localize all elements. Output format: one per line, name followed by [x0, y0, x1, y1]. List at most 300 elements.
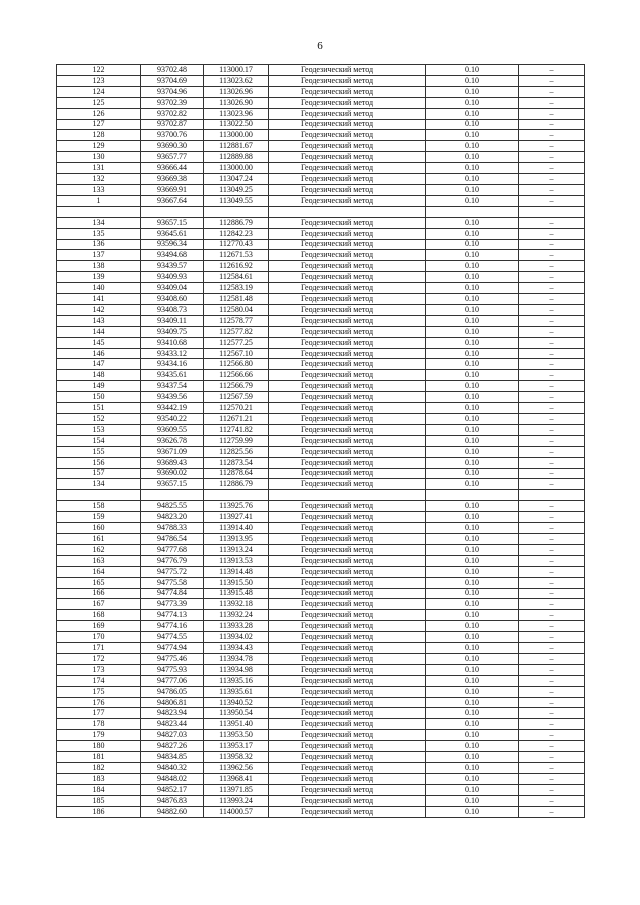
precision-cell: 0.10	[426, 97, 519, 108]
precision-cell: 0.10	[426, 523, 519, 534]
table-row	[57, 621, 585, 632]
table-row	[57, 610, 585, 621]
point-number-cell: 161	[57, 533, 141, 544]
note-cell: –	[519, 304, 585, 315]
precision-cell: 0.10	[426, 348, 519, 359]
table-row	[57, 555, 585, 566]
point-number-cell: 147	[57, 359, 141, 370]
x-coordinate-cell	[141, 206, 204, 217]
x-coordinate-cell: 94840.32	[141, 763, 204, 774]
note-cell: –	[519, 708, 585, 719]
table-row	[57, 370, 585, 381]
precision-cell: 0.10	[426, 65, 519, 76]
method-cell: Геодезический метод	[269, 806, 426, 817]
note-cell: –	[519, 632, 585, 643]
method-cell: Геодезический метод	[269, 261, 426, 272]
precision-cell: 0.10	[426, 195, 519, 206]
point-number-cell: 180	[57, 741, 141, 752]
method-cell: Геодезический метод	[269, 217, 426, 228]
point-number-cell: 138	[57, 261, 141, 272]
precision-cell: 0.10	[426, 250, 519, 261]
method-cell: Геодезический метод	[269, 686, 426, 697]
table-row	[57, 403, 585, 414]
precision-cell: 0.10	[426, 435, 519, 446]
method-cell: Геодезический метод	[269, 599, 426, 610]
precision-cell: 0.10	[426, 424, 519, 435]
table-row	[57, 773, 585, 784]
y-coordinate-cell: 112583.19	[204, 283, 269, 294]
method-cell: Геодезический метод	[269, 566, 426, 577]
note-cell: –	[519, 348, 585, 359]
point-number-cell: 143	[57, 315, 141, 326]
x-coordinate-cell: 93669.38	[141, 174, 204, 185]
precision-cell: 0.10	[426, 752, 519, 763]
x-coordinate-cell: 93667.64	[141, 195, 204, 206]
method-cell: Геодезический метод	[269, 544, 426, 555]
y-coordinate-cell: 112570.21	[204, 403, 269, 414]
x-coordinate-cell: 94776.79	[141, 555, 204, 566]
point-number-cell: 181	[57, 752, 141, 763]
method-cell: Геодезический метод	[269, 479, 426, 490]
point-number-cell: 154	[57, 435, 141, 446]
precision-cell: 0.10	[426, 261, 519, 272]
x-coordinate-cell: 93657.15	[141, 217, 204, 228]
method-cell: Геодезический метод	[269, 272, 426, 283]
table-row	[57, 523, 585, 534]
table-row	[57, 326, 585, 337]
method-cell: Геодезический метод	[269, 773, 426, 784]
method-cell: Геодезический метод	[269, 533, 426, 544]
table-row	[57, 435, 585, 446]
point-number-cell: 122	[57, 65, 141, 76]
x-coordinate-cell: 93437.54	[141, 381, 204, 392]
method-cell: Геодезический метод	[269, 588, 426, 599]
table-row	[57, 446, 585, 457]
x-coordinate-cell: 94834.85	[141, 752, 204, 763]
point-number-cell: 160	[57, 523, 141, 534]
x-coordinate-cell: 93442.19	[141, 403, 204, 414]
point-number-cell: 162	[57, 544, 141, 555]
y-coordinate-cell: 112616.92	[204, 261, 269, 272]
note-cell: –	[519, 730, 585, 741]
note-cell: –	[519, 130, 585, 141]
precision-cell: 0.10	[426, 664, 519, 675]
method-cell: Геодезический метод	[269, 414, 426, 425]
precision-cell: 0.10	[426, 228, 519, 239]
y-coordinate-cell: 112671.53	[204, 250, 269, 261]
note-cell: –	[519, 195, 585, 206]
precision-cell: 0.10	[426, 501, 519, 512]
method-cell: Геодезический метод	[269, 359, 426, 370]
table-row	[57, 381, 585, 392]
precision-cell: 0.10	[426, 621, 519, 632]
y-coordinate-cell: 113932.18	[204, 599, 269, 610]
x-coordinate-cell: 93540.22	[141, 414, 204, 425]
note-cell: –	[519, 174, 585, 185]
y-coordinate-cell: 112566.80	[204, 359, 269, 370]
table-row	[57, 184, 585, 195]
method-cell: Геодезический метод	[269, 250, 426, 261]
y-coordinate-cell: 112581.48	[204, 294, 269, 305]
x-coordinate-cell: 94773.39	[141, 599, 204, 610]
x-coordinate-cell: 94777.68	[141, 544, 204, 555]
point-number-cell: 185	[57, 795, 141, 806]
x-coordinate-cell: 93666.44	[141, 163, 204, 174]
method-cell: Геодезический метод	[269, 664, 426, 675]
table-row	[57, 675, 585, 686]
point-number-cell: 123	[57, 75, 141, 86]
point-number-cell: 167	[57, 599, 141, 610]
y-coordinate-cell: 113026.96	[204, 86, 269, 97]
y-coordinate-cell: 113953.17	[204, 741, 269, 752]
precision-cell: 0.10	[426, 599, 519, 610]
point-number-cell: 163	[57, 555, 141, 566]
point-number-cell: 159	[57, 512, 141, 523]
y-coordinate-cell: 113933.28	[204, 621, 269, 632]
x-coordinate-cell: 93494.68	[141, 250, 204, 261]
method-cell: Геодезический метод	[269, 610, 426, 621]
method-cell: Геодезический метод	[269, 457, 426, 468]
point-number-cell: 127	[57, 119, 141, 130]
precision-cell: 0.10	[426, 141, 519, 152]
x-coordinate-cell: 93702.87	[141, 119, 204, 130]
note-cell: –	[519, 610, 585, 621]
precision-cell: 0.10	[426, 294, 519, 305]
table-row	[57, 163, 585, 174]
method-cell: Геодезический метод	[269, 577, 426, 588]
precision-cell: 0.10	[426, 773, 519, 784]
y-coordinate-cell: 112842.23	[204, 228, 269, 239]
method-cell: Геодезический метод	[269, 730, 426, 741]
x-coordinate-cell: 94774.16	[141, 621, 204, 632]
method-cell: Геодезический метод	[269, 719, 426, 730]
note-cell: –	[519, 359, 585, 370]
method-cell: Геодезический метод	[269, 621, 426, 632]
point-number-cell: 165	[57, 577, 141, 588]
y-coordinate-cell: 113950.54	[204, 708, 269, 719]
precision-cell: 0.10	[426, 730, 519, 741]
note-cell: –	[519, 163, 585, 174]
note-cell: –	[519, 566, 585, 577]
point-number-cell: 153	[57, 424, 141, 435]
table-row	[57, 533, 585, 544]
x-coordinate-cell: 94823.44	[141, 719, 204, 730]
table-row	[57, 86, 585, 97]
x-coordinate-cell: 93702.39	[141, 97, 204, 108]
table-row	[57, 304, 585, 315]
method-cell: Геодезический метод	[269, 708, 426, 719]
precision-cell: 0.10	[426, 686, 519, 697]
precision-cell: 0.10	[426, 806, 519, 817]
precision-cell: 0.10	[426, 359, 519, 370]
y-coordinate-cell: 113049.25	[204, 184, 269, 195]
y-coordinate-cell: 113971.85	[204, 784, 269, 795]
point-number-cell: 176	[57, 697, 141, 708]
x-coordinate-cell: 94786.05	[141, 686, 204, 697]
note-cell: –	[519, 283, 585, 294]
table-row	[57, 174, 585, 185]
note-cell: –	[519, 217, 585, 228]
table-row	[57, 250, 585, 261]
precision-cell: 0.10	[426, 272, 519, 283]
table-row	[57, 348, 585, 359]
x-coordinate-cell: 93702.82	[141, 108, 204, 119]
y-coordinate-cell: 113026.90	[204, 97, 269, 108]
note-cell: –	[519, 108, 585, 119]
y-coordinate-cell: 112889.88	[204, 152, 269, 163]
y-coordinate-cell: 112566.79	[204, 381, 269, 392]
table-row	[57, 195, 585, 206]
precision-cell: 0.10	[426, 239, 519, 250]
method-cell: Геодезический метод	[269, 283, 426, 294]
x-coordinate-cell: 93704.96	[141, 86, 204, 97]
point-number-cell: 149	[57, 381, 141, 392]
y-coordinate-cell: 112580.04	[204, 304, 269, 315]
y-coordinate-cell: 113023.96	[204, 108, 269, 119]
method-cell: Геодезический метод	[269, 348, 426, 359]
x-coordinate-cell	[141, 490, 204, 501]
table-row	[57, 337, 585, 348]
point-number-cell: 124	[57, 86, 141, 97]
x-coordinate-cell: 93439.57	[141, 261, 204, 272]
x-coordinate-cell: 94777.06	[141, 675, 204, 686]
note-cell: –	[519, 512, 585, 523]
precision-cell: 0.10	[426, 795, 519, 806]
x-coordinate-cell: 93704.69	[141, 75, 204, 86]
method-cell: Геодезический метод	[269, 163, 426, 174]
point-number-cell: 158	[57, 501, 141, 512]
y-coordinate-cell: 112566.66	[204, 370, 269, 381]
point-number-cell: 172	[57, 653, 141, 664]
point-number-cell: 136	[57, 239, 141, 250]
x-coordinate-cell: 93410.68	[141, 337, 204, 348]
x-coordinate-cell: 93408.73	[141, 304, 204, 315]
point-number-cell: 175	[57, 686, 141, 697]
note-cell: –	[519, 272, 585, 283]
method-cell: Геодезический метод	[269, 75, 426, 86]
table-row	[57, 763, 585, 774]
precision-cell: 0.10	[426, 370, 519, 381]
point-number-cell: 142	[57, 304, 141, 315]
point-number-cell: 156	[57, 457, 141, 468]
x-coordinate-cell: 93689.43	[141, 457, 204, 468]
x-coordinate-cell: 93690.02	[141, 468, 204, 479]
note-cell: –	[519, 806, 585, 817]
precision-cell: 0.10	[426, 119, 519, 130]
precision-cell: 0.10	[426, 337, 519, 348]
y-coordinate-cell: 113951.40	[204, 719, 269, 730]
precision-cell: 0.10	[426, 719, 519, 730]
x-coordinate-cell: 93657.15	[141, 479, 204, 490]
method-cell: Геодезический метод	[269, 403, 426, 414]
table-row	[57, 599, 585, 610]
point-number-cell: 155	[57, 446, 141, 457]
note-cell: –	[519, 675, 585, 686]
method-cell: Геодезический метод	[269, 632, 426, 643]
point-number-cell: 148	[57, 370, 141, 381]
precision-cell: 0.10	[426, 403, 519, 414]
precision-cell: 0.10	[426, 741, 519, 752]
note-cell: –	[519, 239, 585, 250]
point-number-cell: 186	[57, 806, 141, 817]
y-coordinate-cell: 113958.32	[204, 752, 269, 763]
precision-cell: 0.10	[426, 697, 519, 708]
note-cell	[519, 490, 585, 501]
precision-cell: 0.10	[426, 184, 519, 195]
precision-cell: 0.10	[426, 304, 519, 315]
note-cell: –	[519, 184, 585, 195]
x-coordinate-cell: 94806.81	[141, 697, 204, 708]
table-row	[57, 283, 585, 294]
precision-cell: 0.10	[426, 610, 519, 621]
y-coordinate-cell: 112567.59	[204, 392, 269, 403]
note-cell: –	[519, 315, 585, 326]
method-cell: Геодезический метод	[269, 784, 426, 795]
method-cell: Геодезический метод	[269, 152, 426, 163]
x-coordinate-cell: 93657.77	[141, 152, 204, 163]
table-row	[57, 294, 585, 305]
point-number-cell: 135	[57, 228, 141, 239]
precision-cell: 0.10	[426, 75, 519, 86]
point-number-cell: 130	[57, 152, 141, 163]
method-cell: Геодезический метод	[269, 337, 426, 348]
method-cell	[269, 490, 426, 501]
y-coordinate-cell: 113935.61	[204, 686, 269, 697]
note-cell: –	[519, 261, 585, 272]
x-coordinate-cell: 94775.46	[141, 653, 204, 664]
y-coordinate-cell: 113915.50	[204, 577, 269, 588]
point-number-cell: 170	[57, 632, 141, 643]
method-cell: Геодезический метод	[269, 195, 426, 206]
point-number-cell: 145	[57, 337, 141, 348]
note-cell: –	[519, 664, 585, 675]
table-row	[57, 261, 585, 272]
table-row	[57, 643, 585, 654]
note-cell: –	[519, 75, 585, 86]
table-row	[57, 315, 585, 326]
table-row	[57, 424, 585, 435]
precision-cell: 0.10	[426, 479, 519, 490]
precision-cell: 0.10	[426, 544, 519, 555]
point-number-cell: 150	[57, 392, 141, 403]
table-row	[57, 130, 585, 141]
method-cell: Геодезический метод	[269, 424, 426, 435]
note-cell: –	[519, 763, 585, 774]
precision-cell: 0.10	[426, 653, 519, 664]
x-coordinate-cell: 93596.34	[141, 239, 204, 250]
method-cell: Геодезический метод	[269, 294, 426, 305]
table-row	[57, 65, 585, 76]
table-row	[57, 752, 585, 763]
table-row	[57, 239, 585, 250]
x-coordinate-cell: 94827.03	[141, 730, 204, 741]
y-coordinate-cell: 113914.40	[204, 523, 269, 534]
y-coordinate-cell: 112886.79	[204, 479, 269, 490]
note-cell: –	[519, 337, 585, 348]
precision-cell: 0.10	[426, 446, 519, 457]
precision-cell: 0.10	[426, 533, 519, 544]
x-coordinate-cell: 93645.61	[141, 228, 204, 239]
y-coordinate-cell: 113934.98	[204, 664, 269, 675]
point-number-cell: 140	[57, 283, 141, 294]
note-cell: –	[519, 621, 585, 632]
y-coordinate-cell: 113993.24	[204, 795, 269, 806]
point-number-cell	[57, 206, 141, 217]
note-cell: –	[519, 326, 585, 337]
precision-cell: 0.10	[426, 152, 519, 163]
method-cell: Геодезический метод	[269, 435, 426, 446]
method-cell: Геодезический метод	[269, 555, 426, 566]
point-number-cell: 125	[57, 97, 141, 108]
precision-cell: 0.10	[426, 555, 519, 566]
note-cell: –	[519, 784, 585, 795]
note-cell: –	[519, 414, 585, 425]
table-row	[57, 566, 585, 577]
note-cell: –	[519, 119, 585, 130]
note-cell: –	[519, 446, 585, 457]
method-cell: Геодезический метод	[269, 130, 426, 141]
table-row	[57, 359, 585, 370]
point-number-cell: 151	[57, 403, 141, 414]
note-cell: –	[519, 228, 585, 239]
separator-row	[57, 490, 585, 501]
note-cell	[519, 206, 585, 217]
y-coordinate-cell: 112671.21	[204, 414, 269, 425]
x-coordinate-cell: 93434.16	[141, 359, 204, 370]
x-coordinate-cell: 94775.93	[141, 664, 204, 675]
table-row	[57, 479, 585, 490]
x-coordinate-cell: 94774.94	[141, 643, 204, 654]
note-cell: –	[519, 643, 585, 654]
precision-cell: 0.10	[426, 643, 519, 654]
point-number-cell: 126	[57, 108, 141, 119]
note-cell: –	[519, 523, 585, 534]
point-number-cell: 139	[57, 272, 141, 283]
point-number-cell: 157	[57, 468, 141, 479]
table-row	[57, 512, 585, 523]
note-cell: –	[519, 544, 585, 555]
x-coordinate-cell: 93409.04	[141, 283, 204, 294]
table-row	[57, 741, 585, 752]
point-number-cell: 131	[57, 163, 141, 174]
point-number-cell: 129	[57, 141, 141, 152]
separator-row	[57, 206, 585, 217]
note-cell: –	[519, 795, 585, 806]
point-number-cell: 128	[57, 130, 141, 141]
point-number-cell: 174	[57, 675, 141, 686]
method-cell: Геодезический метод	[269, 697, 426, 708]
precision-cell: 0.10	[426, 326, 519, 337]
y-coordinate-cell: 113935.16	[204, 675, 269, 686]
precision-cell: 0.10	[426, 381, 519, 392]
table-row	[57, 588, 585, 599]
precision-cell: 0.10	[426, 588, 519, 599]
precision-cell	[426, 490, 519, 501]
precision-cell: 0.10	[426, 512, 519, 523]
table-row	[57, 272, 585, 283]
y-coordinate-cell: 113953.50	[204, 730, 269, 741]
x-coordinate-cell: 94786.54	[141, 533, 204, 544]
x-coordinate-cell: 94848.02	[141, 773, 204, 784]
table-row	[57, 392, 585, 403]
x-coordinate-cell: 93409.93	[141, 272, 204, 283]
precision-cell: 0.10	[426, 468, 519, 479]
method-cell: Геодезический метод	[269, 119, 426, 130]
method-cell: Геодезический метод	[269, 741, 426, 752]
precision-cell	[426, 206, 519, 217]
point-number-cell: 171	[57, 643, 141, 654]
table-row	[57, 414, 585, 425]
